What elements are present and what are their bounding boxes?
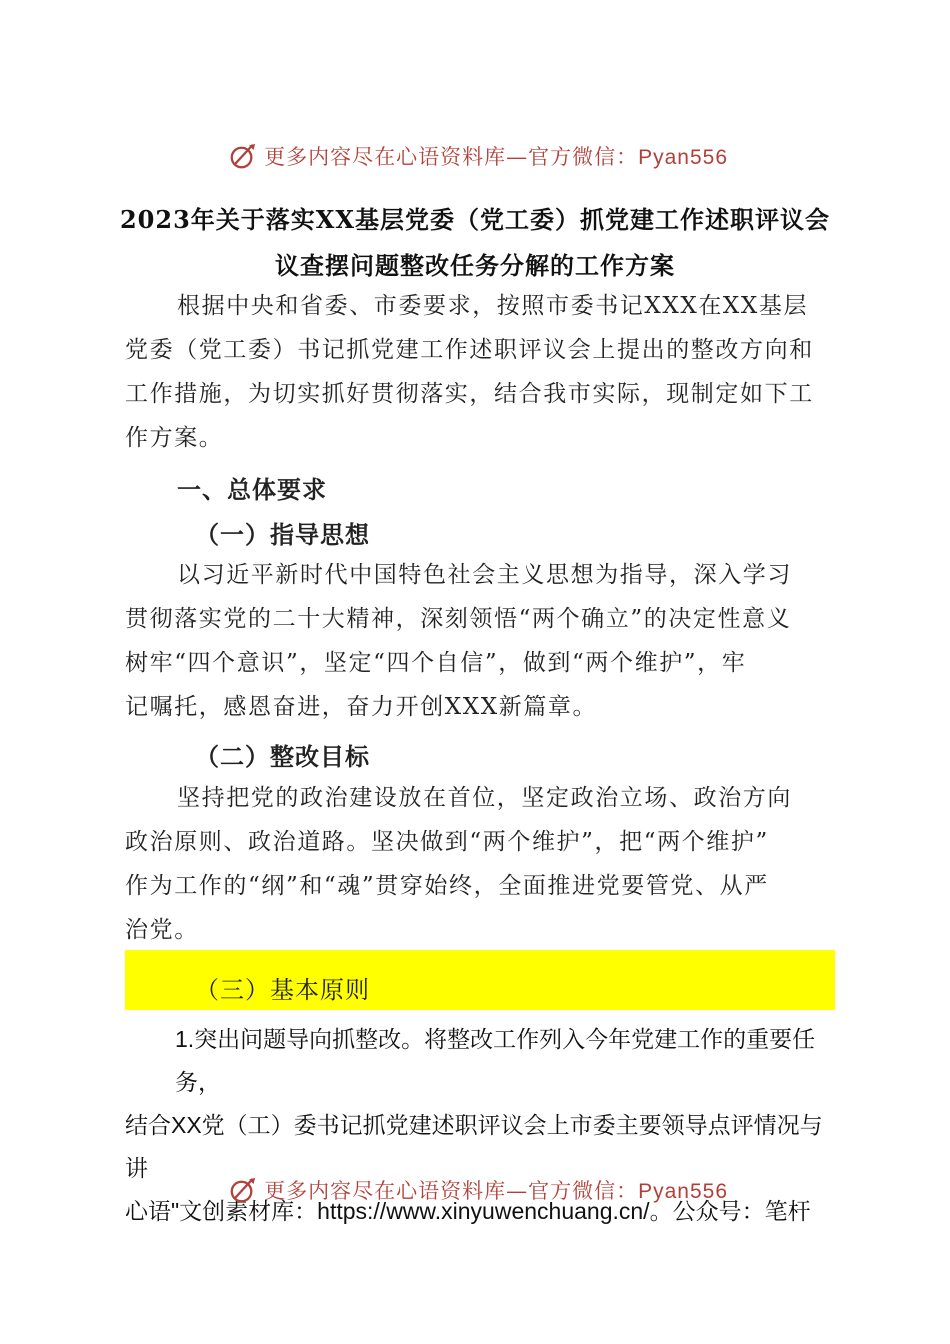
document-title-line-1: 2023年关于落实XX基层党委（党工委）抓党建工作述职评议会 <box>119 205 831 234</box>
header-watermark <box>228 134 728 178</box>
watermark-text: 更多内容尽在心语资料库—官方微信：Pyan556 <box>264 1179 728 1203</box>
section-heading: 一、总体要求 <box>177 475 327 504</box>
document-title-line-2: 议查摆问题整改任务分解的工作方案 <box>275 251 675 280</box>
subsection-heading-goals: （二）整改目标 <box>195 742 370 771</box>
goals-paragraph: 坚持把党的政治建设放在首位，坚定政治立场、政治方向 政治原则、政治道路。坚决做到“两个维护”，把“两个维护” 作为工作的“纲”和“魂”贯穿始终，全面推进党要管党、从严 治党。 <box>125 785 792 943</box>
principle-paragraph: 1.突出问题导向抓整改。将整改工作列入今年党建工作的重要任务， 结合XX党（工）委书记抓党建述职评议会上市委主要领导点评情况与讲 心语"文创素材库：https://www.xinyuwenchuang.cn/。公众号：笔杆 <box>125 1026 823 1224</box>
subsection-heading-principles: （三）基本原则 <box>195 976 370 1004</box>
watermark-text: 更多内容尽在心语资料库—官方微信：Pyan556 <box>264 145 728 169</box>
subsection-heading-guiding: （一）指导思想 <box>195 520 370 549</box>
intro-paragraph: 根据中央和省委、市委要求，按照市委书记XXX在XX基层 党委（党工委）书记抓党建工作述职评议会上提出的整改方向和 工作措施，为切实抓好贯彻落实，结合我市实际，现制定如下工 作方案。 <box>125 293 814 451</box>
guiding-paragraph: 以习近平新时代中国特色社会主义思想为指导，深入学习 贯彻落实党的二十大精神，深刻领悟“两个确立”的决定性意义 树牢“四个意识”，坚定“四个自信”，做到“两个维护”，牢 记嘱托，感恩奋进，奋力开创XXX新篇章。 <box>125 562 792 720</box>
footer-watermark <box>228 1168 728 1212</box>
pen-logo-icon <box>228 136 258 176</box>
pen-logo-icon <box>228 1170 258 1210</box>
